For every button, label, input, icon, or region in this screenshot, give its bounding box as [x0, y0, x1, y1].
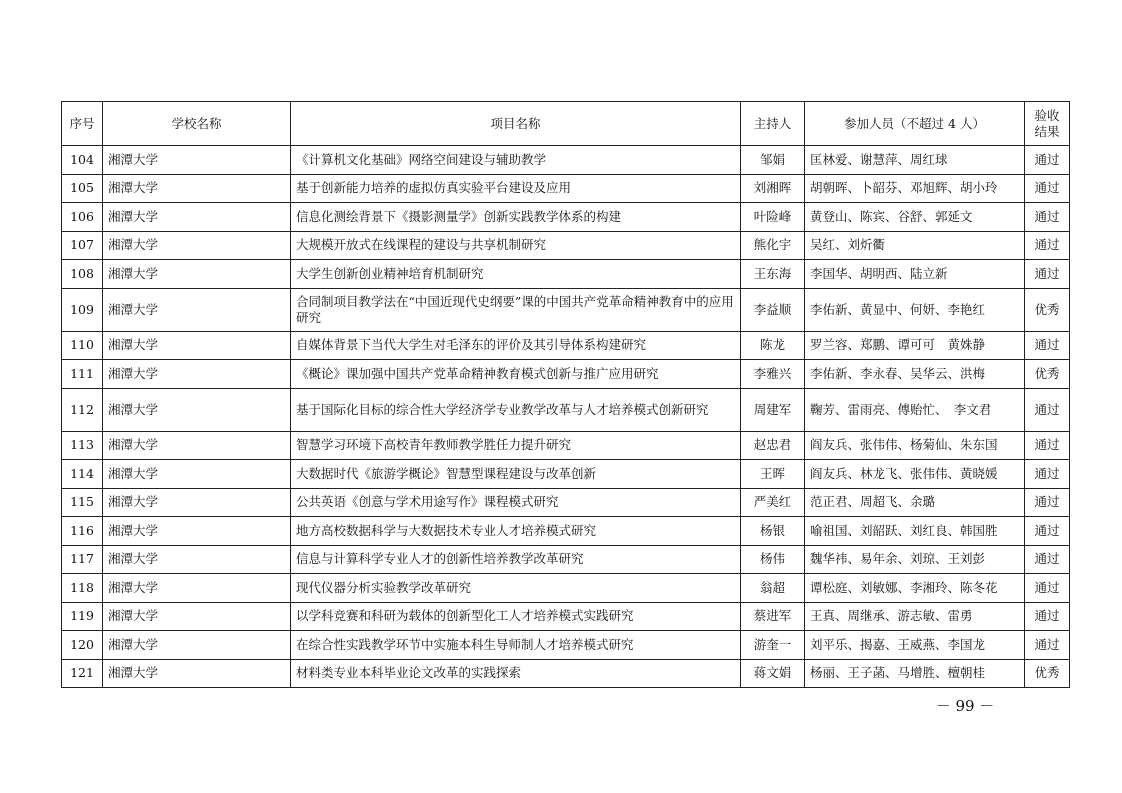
- cell-seq: 104: [62, 146, 103, 175]
- cell-leader: 王晖: [741, 460, 805, 489]
- cell-members: 喻祖国、刘韶跃、刘红良、韩国胜: [805, 517, 1025, 546]
- cell-leader: 翁超: [741, 574, 805, 603]
- cell-project: 基于国际化目标的综合性大学经济学专业教学改革与人才培养模式创新研究: [291, 388, 741, 431]
- cell-leader: 赵忠君: [741, 431, 805, 460]
- cell-members: 鞠芳、雷雨亮、傅贻忙、 李文君: [805, 388, 1025, 431]
- cell-seq: 120: [62, 631, 103, 660]
- cell-school: 湘潭大学: [103, 659, 291, 688]
- cell-school: 湘潭大学: [103, 431, 291, 460]
- cell-leader: 杨伟: [741, 545, 805, 574]
- cell-seq: 107: [62, 231, 103, 260]
- cell-seq: 119: [62, 602, 103, 631]
- cell-seq: 106: [62, 203, 103, 232]
- cell-members: 李佑新、黄显中、何妍、李艳红: [805, 288, 1025, 331]
- table-row: [62, 331, 1070, 360]
- cell-school: 湘潭大学: [103, 631, 291, 660]
- cell-school: 湘潭大学: [103, 260, 291, 289]
- cell-seq: 111: [62, 360, 103, 389]
- cell-members: 阎友兵、张伟伟、杨菊仙、朱东国: [805, 431, 1025, 460]
- cell-project: 基于创新能力培养的虚拟仿真实验平台建设及应用: [291, 174, 741, 203]
- cell-project: 以学科竞赛和科研为载体的创新型化工人才培养模式实践研究: [291, 602, 741, 631]
- cell-members: 谭松庭、刘敏娜、李湘玲、陈冬花: [805, 574, 1025, 603]
- cell-leader: 叶险峰: [741, 203, 805, 232]
- cell-leader: 王东海: [741, 260, 805, 289]
- cell-result: 通过: [1025, 631, 1070, 660]
- cell-seq: 121: [62, 659, 103, 688]
- project-acceptance-table: [61, 101, 1070, 688]
- cell-project: 智慧学习环境下高校青年教师教学胜任力提升研究: [291, 431, 741, 460]
- cell-seq: 115: [62, 488, 103, 517]
- cell-leader: 严美红: [741, 488, 805, 517]
- header-seq: 序号: [62, 102, 103, 146]
- cell-members: 罗兰容、郑鹏、谭可可 黄姝静: [805, 331, 1025, 360]
- cell-school: 湘潭大学: [103, 231, 291, 260]
- cell-project: 信息与计算科学专业人才的创新性培养教学改革研究: [291, 545, 741, 574]
- cell-members: 王真、周继承、游志敏、雷勇: [805, 602, 1025, 631]
- table-row: [62, 659, 1070, 688]
- header-members: 参加人员（不超过 4 人）: [805, 102, 1025, 146]
- cell-members: 胡朝晖、卜韶芬、邓旭辉、胡小玲: [805, 174, 1025, 203]
- cell-school: 湘潭大学: [103, 146, 291, 175]
- cell-result: 通过: [1025, 431, 1070, 460]
- table-row: [62, 602, 1070, 631]
- cell-result: 通过: [1025, 574, 1070, 603]
- table-row: [62, 174, 1070, 203]
- cell-leader: 周建军: [741, 388, 805, 431]
- table-row: [62, 488, 1070, 517]
- cell-leader: 游奎一: [741, 631, 805, 660]
- cell-seq: 105: [62, 174, 103, 203]
- cell-leader: 蒋文娟: [741, 659, 805, 688]
- table-row: [62, 460, 1070, 489]
- cell-school: 湘潭大学: [103, 460, 291, 489]
- cell-seq: 108: [62, 260, 103, 289]
- cell-members: 李国华、胡明西、陆立新: [805, 260, 1025, 289]
- table-row: [62, 388, 1070, 431]
- cell-members: 杨丽、王子菡、马增胜、檀朝桂: [805, 659, 1025, 688]
- cell-members: 魏华祎、易年余、刘琼、王刘彭: [805, 545, 1025, 574]
- cell-result: 通过: [1025, 203, 1070, 232]
- cell-school: 湘潭大学: [103, 203, 291, 232]
- cell-members: 刘平乐、揭嘉、王威燕、李国龙: [805, 631, 1025, 660]
- cell-project: 公共英语《创意与学术用途写作》课程模式研究: [291, 488, 741, 517]
- table-row: [62, 517, 1070, 546]
- cell-result: 通过: [1025, 146, 1070, 175]
- header-project: 项目名称: [291, 102, 741, 146]
- cell-project: 地方高校数据科学与大数据技术专业人才培养模式研究: [291, 517, 741, 546]
- table-row: [62, 146, 1070, 175]
- cell-seq: 110: [62, 331, 103, 360]
- cell-result: 通过: [1025, 517, 1070, 546]
- cell-school: 湘潭大学: [103, 602, 291, 631]
- cell-project: 大数据时代《旅游学概论》智慧型课程建设与改革创新: [291, 460, 741, 489]
- cell-school: 湘潭大学: [103, 331, 291, 360]
- cell-members: 范正君、周超飞、余璐: [805, 488, 1025, 517]
- cell-school: 湘潭大学: [103, 388, 291, 431]
- cell-leader: 杨银: [741, 517, 805, 546]
- cell-leader: 蔡进军: [741, 602, 805, 631]
- cell-project: 《计算机文化基础》网络空间建设与辅助教学: [291, 146, 741, 175]
- cell-seq: 117: [62, 545, 103, 574]
- cell-result: 通过: [1025, 602, 1070, 631]
- cell-leader: 刘湘晖: [741, 174, 805, 203]
- cell-leader: 邹娟: [741, 146, 805, 175]
- cell-members: 吴红、刘炘衢: [805, 231, 1025, 260]
- cell-result: 通过: [1025, 545, 1070, 574]
- header-school: 学校名称: [103, 102, 291, 146]
- cell-school: 湘潭大学: [103, 488, 291, 517]
- cell-project: 现代仪器分析实验教学改革研究: [291, 574, 741, 603]
- header-row: [62, 102, 1070, 146]
- cell-result: 优秀: [1025, 360, 1070, 389]
- cell-leader: 熊化宇: [741, 231, 805, 260]
- header-leader: 主持人: [741, 102, 805, 146]
- cell-result: 通过: [1025, 388, 1070, 431]
- cell-leader: 陈龙: [741, 331, 805, 360]
- cell-seq: 116: [62, 517, 103, 546]
- table-row: [62, 631, 1070, 660]
- cell-project: 材料类专业本科毕业论文改革的实践探索: [291, 659, 741, 688]
- cell-result: 通过: [1025, 331, 1070, 360]
- table-row: [62, 260, 1070, 289]
- cell-project: 大学生创新创业精神培育机制研究: [291, 260, 741, 289]
- table-row: [62, 203, 1070, 232]
- cell-leader: 李益顺: [741, 288, 805, 331]
- cell-result: 优秀: [1025, 659, 1070, 688]
- cell-seq: 114: [62, 460, 103, 489]
- cell-leader: 李雅兴: [741, 360, 805, 389]
- cell-members: 阎友兵、林龙飞、张伟伟、黄晓媛: [805, 460, 1025, 489]
- cell-school: 湘潭大学: [103, 574, 291, 603]
- cell-seq: 109: [62, 288, 103, 331]
- cell-result: 通过: [1025, 231, 1070, 260]
- cell-school: 湘潭大学: [103, 288, 291, 331]
- table-row: [62, 288, 1070, 331]
- cell-result: 通过: [1025, 488, 1070, 517]
- cell-seq: 118: [62, 574, 103, 603]
- cell-school: 湘潭大学: [103, 545, 291, 574]
- cell-result: 优秀: [1025, 288, 1070, 331]
- cell-project: 自媒体背景下当代大学生对毛泽东的评价及其引导体系构建研究: [291, 331, 741, 360]
- cell-result: 通过: [1025, 260, 1070, 289]
- cell-school: 湘潭大学: [103, 360, 291, 389]
- cell-project: 合同制项目教学法在“中国近现代史纲要”课的中国共产党革命精神教育中的应用研究: [291, 288, 741, 331]
- cell-project: 信息化测绘背景下《摄影测量学》创新实践教学体系的构建: [291, 203, 741, 232]
- cell-project: 《概论》课加强中国共产党革命精神教育模式创新与推广应用研究: [291, 360, 741, 389]
- cell-result: 通过: [1025, 460, 1070, 489]
- header-result: 验收结果: [1025, 102, 1070, 146]
- cell-members: 李佑新、李永春、吴华云、洪梅: [805, 360, 1025, 389]
- cell-seq: 113: [62, 431, 103, 460]
- table-row: [62, 360, 1070, 389]
- table-row: [62, 431, 1070, 460]
- table-row: [62, 545, 1070, 574]
- cell-project: 大规模开放式在线课程的建设与共享机制研究: [291, 231, 741, 260]
- cell-seq: 112: [62, 388, 103, 431]
- cell-result: 通过: [1025, 174, 1070, 203]
- cell-members: 匡林爱、谢慧萍、周红球: [805, 146, 1025, 175]
- cell-school: 湘潭大学: [103, 174, 291, 203]
- cell-school: 湘潭大学: [103, 517, 291, 546]
- page-number: － 99 －: [935, 697, 995, 715]
- table-row: [62, 231, 1070, 260]
- table-row: [62, 574, 1070, 603]
- cell-members: 黄登山、陈宾、谷舒、郭延文: [805, 203, 1025, 232]
- cell-project: 在综合性实践教学环节中实施本科生导师制人才培养模式研究: [291, 631, 741, 660]
